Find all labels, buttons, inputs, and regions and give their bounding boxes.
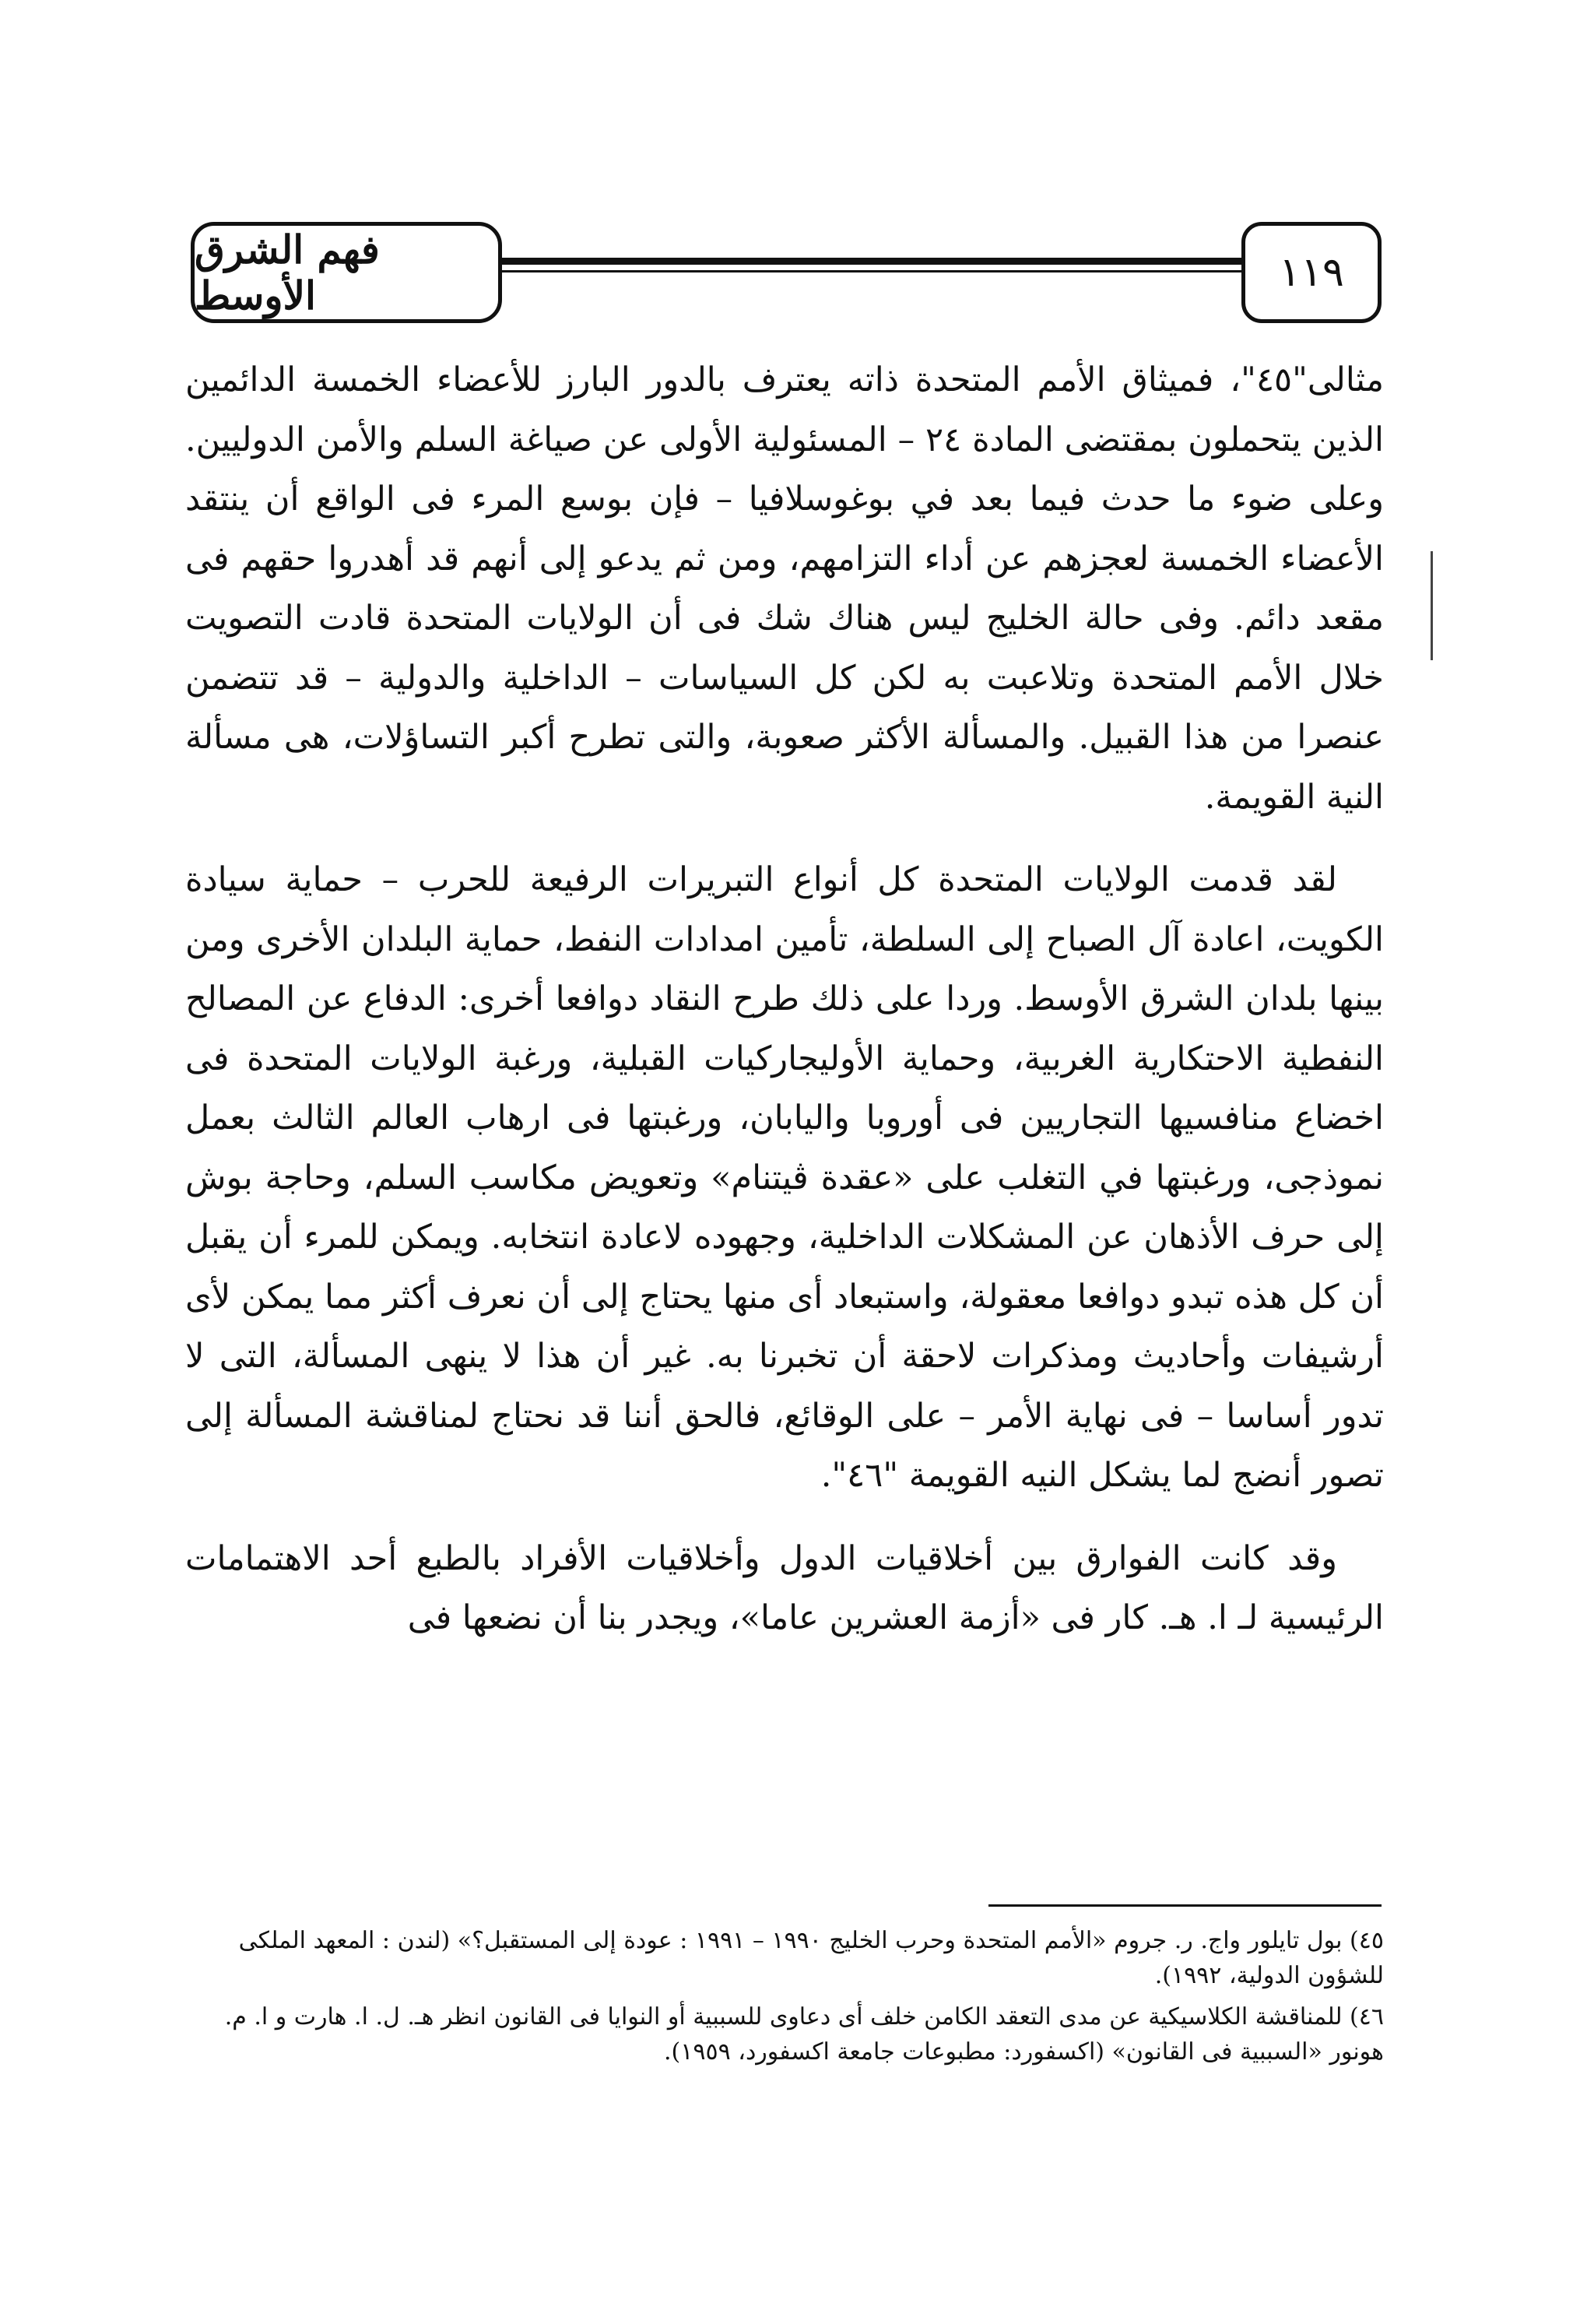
footnote: ٤٥) بول تايلور واج. ر. جروم «الأمم المتحدة وحرب الخليج ١٩٩٠ – ١٩٩١ : عودة إلى المستقبل؟» (لندن : المعهد الملكى للشؤون الدولية، ١٩٩٢). (238, 1927, 1384, 1989)
footnotes (185, 1923, 1384, 2076)
footnote-separator (988, 1904, 1382, 1907)
header-rule (500, 258, 1243, 265)
running-title-frame (191, 222, 502, 323)
header-rule-thin (500, 270, 1243, 272)
page-number: ١١٩ (1279, 249, 1344, 296)
running-header (191, 222, 1382, 331)
page-number-frame (1241, 222, 1382, 323)
paragraph: لقد قدمت الولايات المتحدة كل أنواع التبريرات الرفيعة للحرب – حماية سيادة الكويت، اعادة آل الصباح إلى السلطة، تأمين امدادات النفط، حماية البلدان الأخرى ومن بينها بلدان الشرق الأوسط. وردا على ذلك طرح النقاد دوافعا أخرى: الدفاع عن المصالح النفطية الاحتكارية الغربية، وحماية الأوليجاركيات القبلية، ورغبة الولايات المتحدة فى اخضاع منافسيها التجاريين فى أوروبا واليابان، ورغبتها فى ارهاب العالم الثالث بعمل نموذجى، ورغبتها في التغلب على «عقدة ڤيتنام» وتعويض مكاسب السلم، وحاجة بوش إلى حرف الأذهان عن المشكلات الداخلية، وجهوده لاعادة انتخابه. ويمكن للمرء أن يقبل أن كل هذه تبدو دوافعا معقولة، واستبعاد أى منها يحتاج إلى أن نعرف أكثر مما يمكن لأى أرشيفات وأحاديث ومذكرات لاحقة أن تخبرنا به. غير أن هذا لا ينهى المسألة، التى لا تدور أساسا – فى نهاية الأمر – على الوقائع، فالحق أننا قد نحتاج لمناقشة المسألة إلى تصور أنضج لما يشكل النيه القويمة "٤٦". (185, 860, 1384, 1495)
running-title: فهم الشرق الأوسط (195, 227, 380, 318)
paragraph: مثالى"٤٥"، فميثاق الأمم المتحدة ذاته يعترف بالدور البارز للأعضاء الخمسة الدائمين الذين يتحملون بمقتضى المادة ٢٤ – المسئولية الأولى عن صياغة السلم والأمن الدوليين. وعلى ضوء ما حدث فيما بعد في بوغوسلافيا – فإن بوسع المرء فى الواقع أن ينتقد الأعضاء الخمسة لعجزهم عن أداء التزامهم، ومن ثم يدعو إلى أنهم قد أهدروا حقهم فى مقعد دائم. وفى حالة الخليج ليس هناك شك فى أن الولايات المتحدة قادت التصويت خلال الأمم المتحدة وتلاعبت به لكن كل السياسات – الداخلية والدولية – قد تتضمن عنصرا من هذا القبيل. والمسألة الأكثر صعوبة، والتى تطرح أكبر التساؤلات، هى مسألة النية القويمة. (185, 360, 1385, 817)
margin-mark (1431, 551, 1433, 660)
footnote: ٤٦) للمناقشة الكلاسيكية عن مدى التعقد الكامن خلف أى دعاوى للسببية أو النوايا فى القانون انظر هـ. ل. ا. هارت و ا. م. هونور «السببية فى القانون» (اكسفورد: مطبوعات جامعة اكسفورد، ١٩٥٩). (224, 2003, 1384, 2066)
paragraph: وقد كانت الفوارق بين أخلاقيات الدول وأخلاقيات الأفراد بالطبع أحد الاهتمامات الرئيسية لـ ا. هـ. كار فى «أزمة العشرين عاما»، ويجدر بنا أن نضعها فى (185, 1538, 1384, 1637)
body-text (185, 350, 1384, 1648)
